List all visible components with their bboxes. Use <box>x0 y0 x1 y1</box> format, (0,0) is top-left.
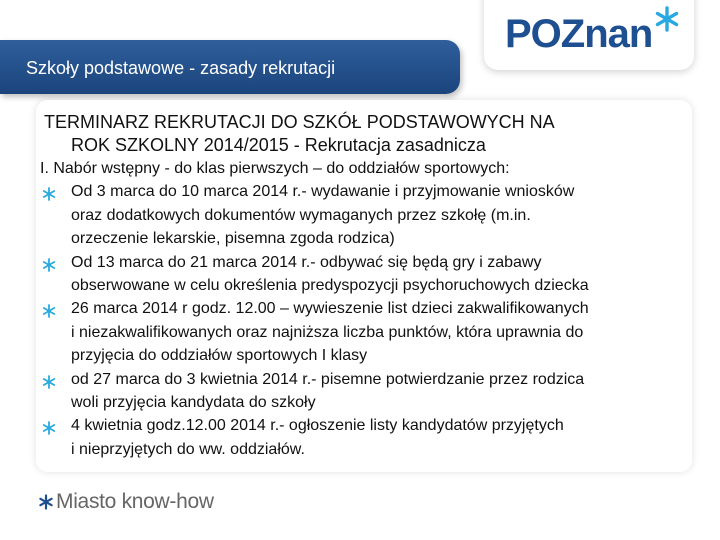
logo-text: POZnan <box>505 12 653 56</box>
bullet-text: i niezakwalifikowanych oraz najniższa liczba punktów, która uprawnia do <box>71 323 584 341</box>
bullet-text: przyjęcia do oddziałów sportowych I klasy <box>71 347 368 365</box>
bullet-item-continuation <box>40 227 660 250</box>
heading-line-1: TERMINARZ REKRUTACJI DO SZKÓŁ PODSTAWOWYCH NA <box>44 112 555 132</box>
logo-asterisk-icon <box>654 6 680 32</box>
bullet-item <box>40 180 660 203</box>
bullet-text: orzeczenie lekarskie, pisemna zgoda rodzica) <box>71 230 395 248</box>
bullet-item-continuation <box>40 391 660 414</box>
asterisk-bullet-icon <box>42 419 56 433</box>
footer-slogan <box>38 490 214 514</box>
bullet-item-continuation <box>40 438 660 461</box>
bullet-item <box>40 251 660 274</box>
page-title: Szkoły podstawowe - zasady rekrutacji <box>26 58 336 78</box>
bullet-item-continuation <box>40 321 660 344</box>
bullet-item <box>40 297 660 320</box>
bullet-item-continuation <box>40 344 660 367</box>
asterisk-bullet-icon <box>42 185 56 199</box>
bullet-text: od 27 marca do 3 kwietnia 2014 r.- pisemne potwierdzanie przez rodzica <box>71 370 585 388</box>
bullet-item-continuation <box>40 204 660 227</box>
bullet-item-continuation <box>40 274 660 297</box>
poznan-logo <box>505 12 680 56</box>
heading-line-2: ROK SZKOLNY 2014/2015 - Rekrutacja zasadnicza <box>71 135 486 155</box>
bullet-text: woli przyjęcia kandydata do szkoły <box>71 394 316 412</box>
bullet-text: obserwowane w celu określenia predyspozycji psychoruchowych dziecka <box>71 277 589 295</box>
bullet-text: 4 kwietnia godz.12.00 2014 r.- ogłoszenie listy kandydatów przyjętych <box>71 417 564 435</box>
bullet-list <box>40 180 660 461</box>
bullet-text: 26 marca 2014 r godz. 12.00 – wywieszenie list dzieci zakwalifikowanych <box>71 300 589 318</box>
footer-text: Miasto know-how <box>56 490 214 513</box>
section-heading <box>44 111 659 157</box>
body-text <box>40 157 660 461</box>
bullet-text: Od 13 marca do 21 marca 2014 r.- odbywać się będą gry i zabawy <box>71 253 542 271</box>
asterisk-bullet-icon <box>42 373 56 387</box>
asterisk-bullet-icon <box>42 256 56 270</box>
bullet-text: oraz dodatkowych dokumentów wymaganych przez szkołę (m.in. <box>71 206 531 224</box>
bullet-item <box>40 368 660 391</box>
footer-asterisk-icon <box>38 494 54 510</box>
asterisk-bullet-icon <box>42 302 56 316</box>
intro-text: I. Nabór wstępny - do klas pierwszych – do oddziałów sportowych: <box>40 160 510 177</box>
bullet-text: i nieprzyjętych do ww. oddziałów. <box>71 440 305 458</box>
bullet-text: Od 3 marca do 10 marca 2014 r.- wydawanie i przyjmowanie wniosków <box>71 183 575 201</box>
bullet-item <box>40 414 660 437</box>
